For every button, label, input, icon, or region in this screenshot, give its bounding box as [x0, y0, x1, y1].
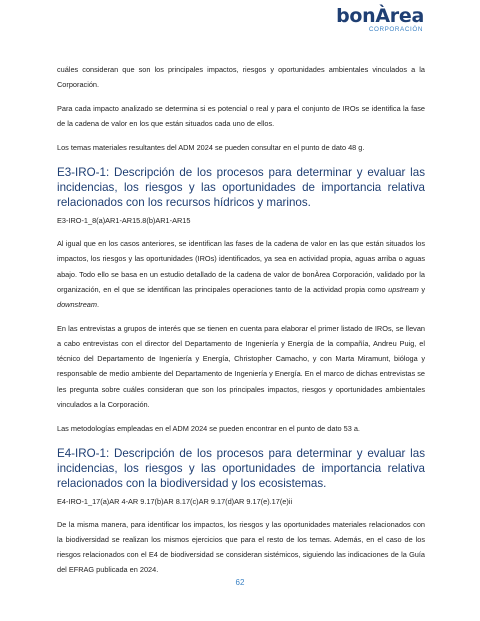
logo-subtitle: CORPORACIÓN — [368, 26, 423, 33]
section-e3-paragraph-2: En las entrevistas a grupos de interés que se tienen en cuenta para elaborar el primer listado de IROs, se llevan a cabo entrevistas con el director del Departamento de Ingeniería y Energía de la compañía, Andreu Puig, el técnico del Departamento de Ingeniería y Energía, Christopher Camacho, y con Marta Miramunt, bióloga y responsable de medio ambiente del Departamento de Ingeniería y Energía. En el marco de dichas entrevistas se les pregunta sobre cuáles consideran que son los principales impactos, riesgos y oportunidades ambientales vinculados a la Corporación. — [57, 323, 425, 409]
page-number: 62 — [235, 578, 245, 587]
upstream-term: upstream — [388, 284, 419, 294]
downstream-term: downstream — [57, 299, 97, 309]
intro-paragraph-1: cuáles consideran que son los principales impactos, riesgos y oportunidades ambientales vinculados a la Corporación. — [57, 65, 425, 90]
section-e3-code: E3-IRO-1_8(a)AR1-AR15.8(b)AR1-AR15 — [57, 216, 191, 226]
intro-paragraph-2: Para cada impacto analizado se determina si es potencial o real y para el conjunto de IROs se identifica la fase de la cadena de valor en los que están situados cada uno de ellos. — [57, 104, 425, 129]
section-e3-paragraph-1-text: Al igual que en los casos anteriores, se identifican las fases de la cadena de valor en las que están situados los impactos, los riesgos y las oportunidades (IROs) identificados, ya sea en actividad propia, aguas arriba o aguas abajo. Todo ello se basa en un estudio detallado de la cadena de valor de bonÀrea Corporación, validado por la organización, en el que se identifican las principales operaciones tanto de la actividad propia como — [57, 239, 425, 294]
section-e4-heading: E4-IRO-1: Descripción de los procesos para determinar y evaluar las incidencias, los riesgos y las oportunidades de importancia relativa relacionados con la biodiversidad y los ecosistemas. — [57, 446, 425, 490]
logo-wordmark: bonÀrea — [336, 5, 424, 27]
section-e3-paragraph-1 — [57, 236, 425, 312]
sentence-end: . — [97, 299, 100, 309]
and-text: y — [418, 284, 425, 294]
intro-paragraph-3: Los temas materiales resultantes del ADM 2024 se pueden consultar en el punto de dato 48 g. — [57, 143, 365, 153]
section-e3-heading: E3-IRO-1: Descripción de los procesos para determinar y evaluar las incidencias, los riesgos y las oportunidades de importancia relativa relacionados con los recursos hídricos y marinos. — [57, 166, 425, 210]
page-content — [57, 62, 425, 577]
company-logo — [336, 6, 424, 34]
section-e3-paragraph-3: Las metodologías empleadas en el ADM 2024 se pueden encontrar en el punto de dato 53 a. — [57, 423, 360, 433]
section-e4-paragraph-1: De la misma manera, para identificar los impactos, los riesgos y las oportunidades materiales relacionados con la biodiversidad se realizan los mismos ejercicios que para el resto de los temas. Además, en el caso de los riesgos relacionados con el E4 de biodiversidad se consideran sistémicos, siguiendo las indicaciones de la Guía del EFRAG publicada en 2024. — [57, 519, 425, 575]
section-e4-code: E4-IRO-1_17(a)AR 4-AR 9.17(b)AR 8.17(c)AR 9.17(d)AR 9.17(e).17(e)ii — [57, 496, 293, 506]
